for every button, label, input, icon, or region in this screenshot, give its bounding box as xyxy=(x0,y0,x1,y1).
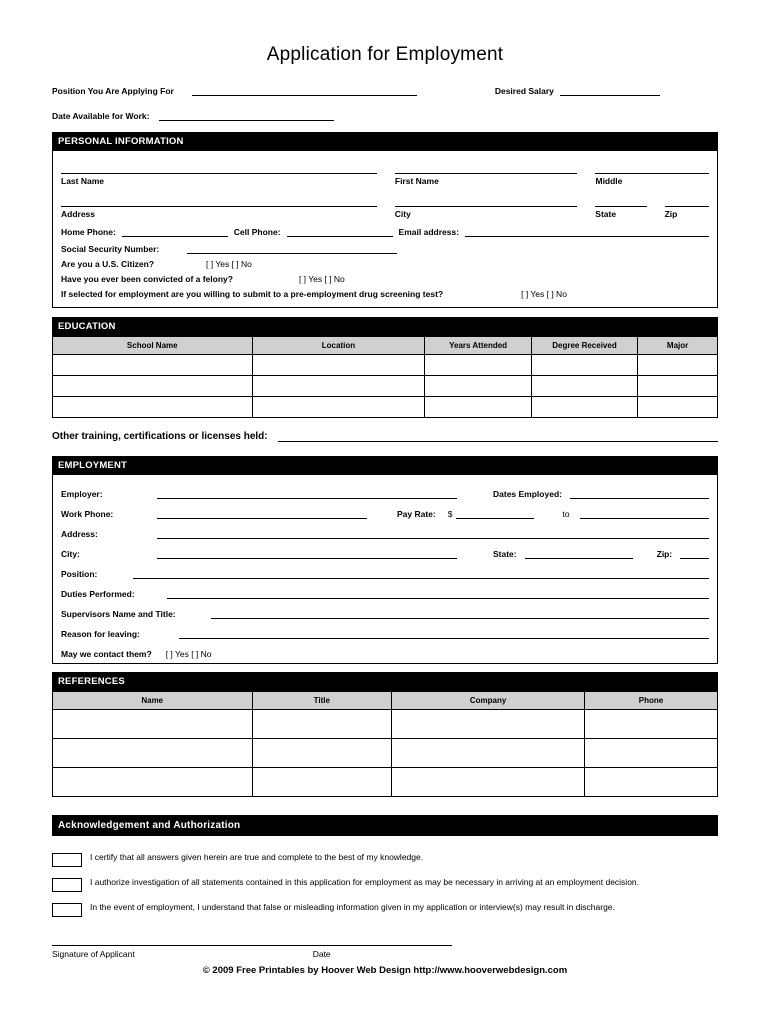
position-salary-row xyxy=(52,84,718,96)
acknowledgement-item xyxy=(52,852,718,867)
state-input[interactable] xyxy=(595,190,646,207)
first-name-label: First Name xyxy=(394,176,439,186)
education-cell-major[interactable] xyxy=(638,397,718,418)
employer-city-input[interactable] xyxy=(157,547,457,559)
acknowledgement-item-text: In the event of employment, I understand that false or misleading information given in my application or interview(s) may result in discharge. xyxy=(90,902,615,912)
education-cell-degree[interactable] xyxy=(531,376,637,397)
signature-labels xyxy=(52,946,718,959)
desired-salary-input[interactable] xyxy=(560,84,660,96)
contact-employer-options[interactable]: [ ] Yes [ ] No xyxy=(165,649,212,659)
felony-row xyxy=(53,269,717,284)
drug-screen-row xyxy=(53,284,717,307)
education-col-years: Years Attended xyxy=(425,337,531,355)
name-row xyxy=(53,151,717,186)
date-available-row xyxy=(52,109,718,121)
middle-name-field xyxy=(595,151,709,186)
page-title: Application for Employment xyxy=(266,44,504,65)
email-input[interactable] xyxy=(465,225,709,237)
cell-phone-label: Cell Phone: xyxy=(233,227,281,237)
education-cell-location[interactable] xyxy=(252,376,425,397)
supervisor-label: Supervisors Name and Title: xyxy=(61,609,176,619)
table-row xyxy=(53,355,718,376)
first-name-field xyxy=(395,151,578,186)
felony-label: Have you ever been convicted of a felony? xyxy=(61,274,233,284)
references-cell-name[interactable] xyxy=(53,739,253,768)
education-table xyxy=(52,336,718,418)
references-cell-company[interactable] xyxy=(392,768,585,797)
employer-position-input[interactable] xyxy=(133,567,709,579)
pay-rate-currency: $ xyxy=(447,509,453,519)
ssn-label: Social Security Number: xyxy=(61,244,160,254)
references-cell-company[interactable] xyxy=(392,710,585,739)
duties-input[interactable] xyxy=(167,587,709,599)
last-name-input[interactable] xyxy=(61,151,377,174)
cell-phone-input[interactable] xyxy=(287,225,393,237)
other-training-row xyxy=(52,430,718,442)
last-name-label: Last Name xyxy=(61,176,104,186)
references-cell-phone[interactable] xyxy=(584,739,717,768)
education-col-major: Major xyxy=(638,337,718,355)
references-col-title: Title xyxy=(252,692,392,710)
pay-rate-to-input[interactable] xyxy=(580,507,709,519)
employment-heading: EMPLOYMENT xyxy=(52,456,718,475)
education-heading: EDUCATION xyxy=(52,317,718,336)
email-label: Email address: xyxy=(398,227,460,237)
date-available-label: Date Available for Work: xyxy=(52,111,150,121)
references-cell-title[interactable] xyxy=(252,710,392,739)
work-phone-row xyxy=(53,499,717,519)
table-row xyxy=(53,739,718,768)
personal-information-heading: PERSONAL INFORMATION xyxy=(52,132,718,151)
employer-label: Employer: xyxy=(61,489,103,499)
education-cell-degree[interactable] xyxy=(531,355,637,376)
education-cell-major[interactable] xyxy=(638,376,718,397)
reason-leaving-label: Reason for leaving: xyxy=(61,629,140,639)
address-input[interactable] xyxy=(61,190,377,207)
acknowledgement-heading: Acknowledgement and Authorization xyxy=(52,815,718,836)
state-label: State xyxy=(595,209,617,219)
reason-leaving-input[interactable] xyxy=(179,627,709,639)
employer-position-row xyxy=(53,559,717,579)
ssn-input[interactable] xyxy=(187,242,397,254)
position-label: Position You Are Applying For xyxy=(52,86,174,96)
references-cell-company[interactable] xyxy=(392,739,585,768)
ssn-row xyxy=(53,237,717,254)
references-col-name: Name xyxy=(53,692,253,710)
duties-row xyxy=(53,579,717,599)
acknowledgement-item xyxy=(52,877,718,892)
references-col-company: Company xyxy=(392,692,585,710)
pay-rate-input[interactable] xyxy=(456,507,534,519)
contact-employer-row xyxy=(53,639,717,659)
references-cell-name[interactable] xyxy=(53,710,253,739)
address-field xyxy=(61,190,377,219)
first-name-input[interactable] xyxy=(395,151,578,174)
drug-screen-label: If selected for employment are you willing to submit to a pre-employment drug screening test? xyxy=(61,289,444,299)
other-training-label: Other training, certifications or licenses held: xyxy=(52,431,268,442)
signature-input[interactable] xyxy=(52,939,452,946)
signature-label: Signature of Applicant xyxy=(52,949,135,959)
employer-address-input[interactable] xyxy=(157,527,709,539)
work-phone-input[interactable] xyxy=(157,507,367,519)
felony-options[interactable]: [ ] Yes [ ] No xyxy=(298,274,345,284)
acknowledgement-section xyxy=(52,815,718,959)
references-cell-phone[interactable] xyxy=(584,768,717,797)
employer-position-label: Position: xyxy=(61,569,98,579)
education-cell-major[interactable] xyxy=(638,355,718,376)
acknowledgement-item xyxy=(52,902,718,917)
employer-state-input[interactable] xyxy=(525,547,633,559)
education-cell-school[interactable] xyxy=(53,397,253,418)
acknowledgement-item-text: I certify that all answers given herein are true and complete to the best of my knowledge. xyxy=(90,852,424,862)
address-row xyxy=(53,190,717,219)
references-cell-name[interactable] xyxy=(53,768,253,797)
employer-address-label: Address: xyxy=(61,529,98,539)
employer-row xyxy=(53,479,717,499)
education-cell-years[interactable] xyxy=(425,355,531,376)
references-cell-title[interactable] xyxy=(252,768,392,797)
drug-screen-options[interactable]: [ ] Yes [ ] No xyxy=(521,289,567,299)
education-col-school: School Name xyxy=(53,337,253,355)
address-label: Address xyxy=(61,209,96,219)
references-heading: REFERENCES xyxy=(52,672,718,691)
supervisor-input[interactable] xyxy=(211,607,709,619)
education-cell-location[interactable] xyxy=(252,397,425,418)
position-input[interactable] xyxy=(192,84,417,96)
references-cell-title[interactable] xyxy=(252,739,392,768)
education-cell-years[interactable] xyxy=(425,397,531,418)
duties-label: Duties Performed: xyxy=(61,589,135,599)
education-cell-degree[interactable] xyxy=(531,397,637,418)
employer-city-row xyxy=(53,539,717,559)
employer-city-label: City: xyxy=(61,549,80,559)
contact-employer-label: May we contact them? xyxy=(61,649,152,659)
middle-name-input[interactable] xyxy=(595,151,709,174)
table-row xyxy=(53,397,718,418)
other-training-input[interactable] xyxy=(278,430,718,442)
zip-label: Zip xyxy=(664,209,678,219)
footer-copyright: © 2009 Free Printables by Hoover Web Design http://www.hooverwebdesign.com xyxy=(202,965,568,976)
citizen-label: Are you a U.S. Citizen? xyxy=(61,259,155,269)
state-field xyxy=(595,190,646,219)
education-cell-years[interactable] xyxy=(425,376,531,397)
dates-employed-input[interactable] xyxy=(570,487,709,499)
dates-employed-label: Dates Employed: xyxy=(493,489,562,499)
authorize-checkbox[interactable] xyxy=(52,878,82,892)
employer-input[interactable] xyxy=(157,487,457,499)
employment-body xyxy=(52,475,718,664)
references-col-phone: Phone xyxy=(584,692,717,710)
pay-rate-to-label: to xyxy=(562,509,570,519)
phones-row xyxy=(53,219,717,237)
middle-name-label: Middle xyxy=(595,176,623,186)
table-row xyxy=(53,376,718,397)
education-section xyxy=(52,317,718,442)
pay-rate-label: Pay Rate: xyxy=(397,509,436,519)
education-table-header xyxy=(53,337,718,355)
citizen-row xyxy=(53,254,717,269)
discharge-checkbox[interactable] xyxy=(52,903,82,917)
references-table xyxy=(52,691,718,797)
last-name-field xyxy=(61,151,377,186)
city-input[interactable] xyxy=(395,190,578,207)
education-col-location: Location xyxy=(252,337,425,355)
city-label: City xyxy=(394,209,411,219)
employer-zip-input[interactable] xyxy=(680,547,709,559)
city-field xyxy=(395,190,578,219)
employer-zip-label: Zip: xyxy=(656,549,673,559)
certify-checkbox[interactable] xyxy=(52,853,82,867)
education-cell-location[interactable] xyxy=(252,355,425,376)
education-cell-school[interactable] xyxy=(53,376,253,397)
employer-state-label: State: xyxy=(493,549,517,559)
education-cell-school[interactable] xyxy=(53,355,253,376)
references-table-header xyxy=(53,692,718,710)
references-cell-phone[interactable] xyxy=(584,710,717,739)
employer-address-row xyxy=(53,519,717,539)
desired-salary-label: Desired Salary xyxy=(494,86,554,96)
table-row xyxy=(53,710,718,739)
table-row xyxy=(53,768,718,797)
employment-section xyxy=(52,456,718,664)
date-label: Date xyxy=(312,949,331,959)
citizen-options[interactable]: [ ] Yes [ ] No xyxy=(206,259,252,269)
acknowledgement-item-text: I authorize investigation of all statements contained in this application for employment as may be necessary in arriving at an employment decision. xyxy=(90,877,640,887)
personal-information-section xyxy=(52,132,718,308)
home-phone-input[interactable] xyxy=(122,225,228,237)
personal-information-body xyxy=(52,151,718,308)
date-available-input[interactable] xyxy=(159,109,334,121)
reason-leaving-row xyxy=(53,619,717,639)
education-col-degree: Degree Received xyxy=(531,337,637,355)
supervisor-row xyxy=(53,599,717,619)
zip-field xyxy=(665,190,709,219)
references-section xyxy=(52,672,718,797)
work-phone-label: Work Phone: xyxy=(61,509,114,519)
home-phone-label: Home Phone: xyxy=(61,227,116,237)
zip-input[interactable] xyxy=(665,190,709,207)
